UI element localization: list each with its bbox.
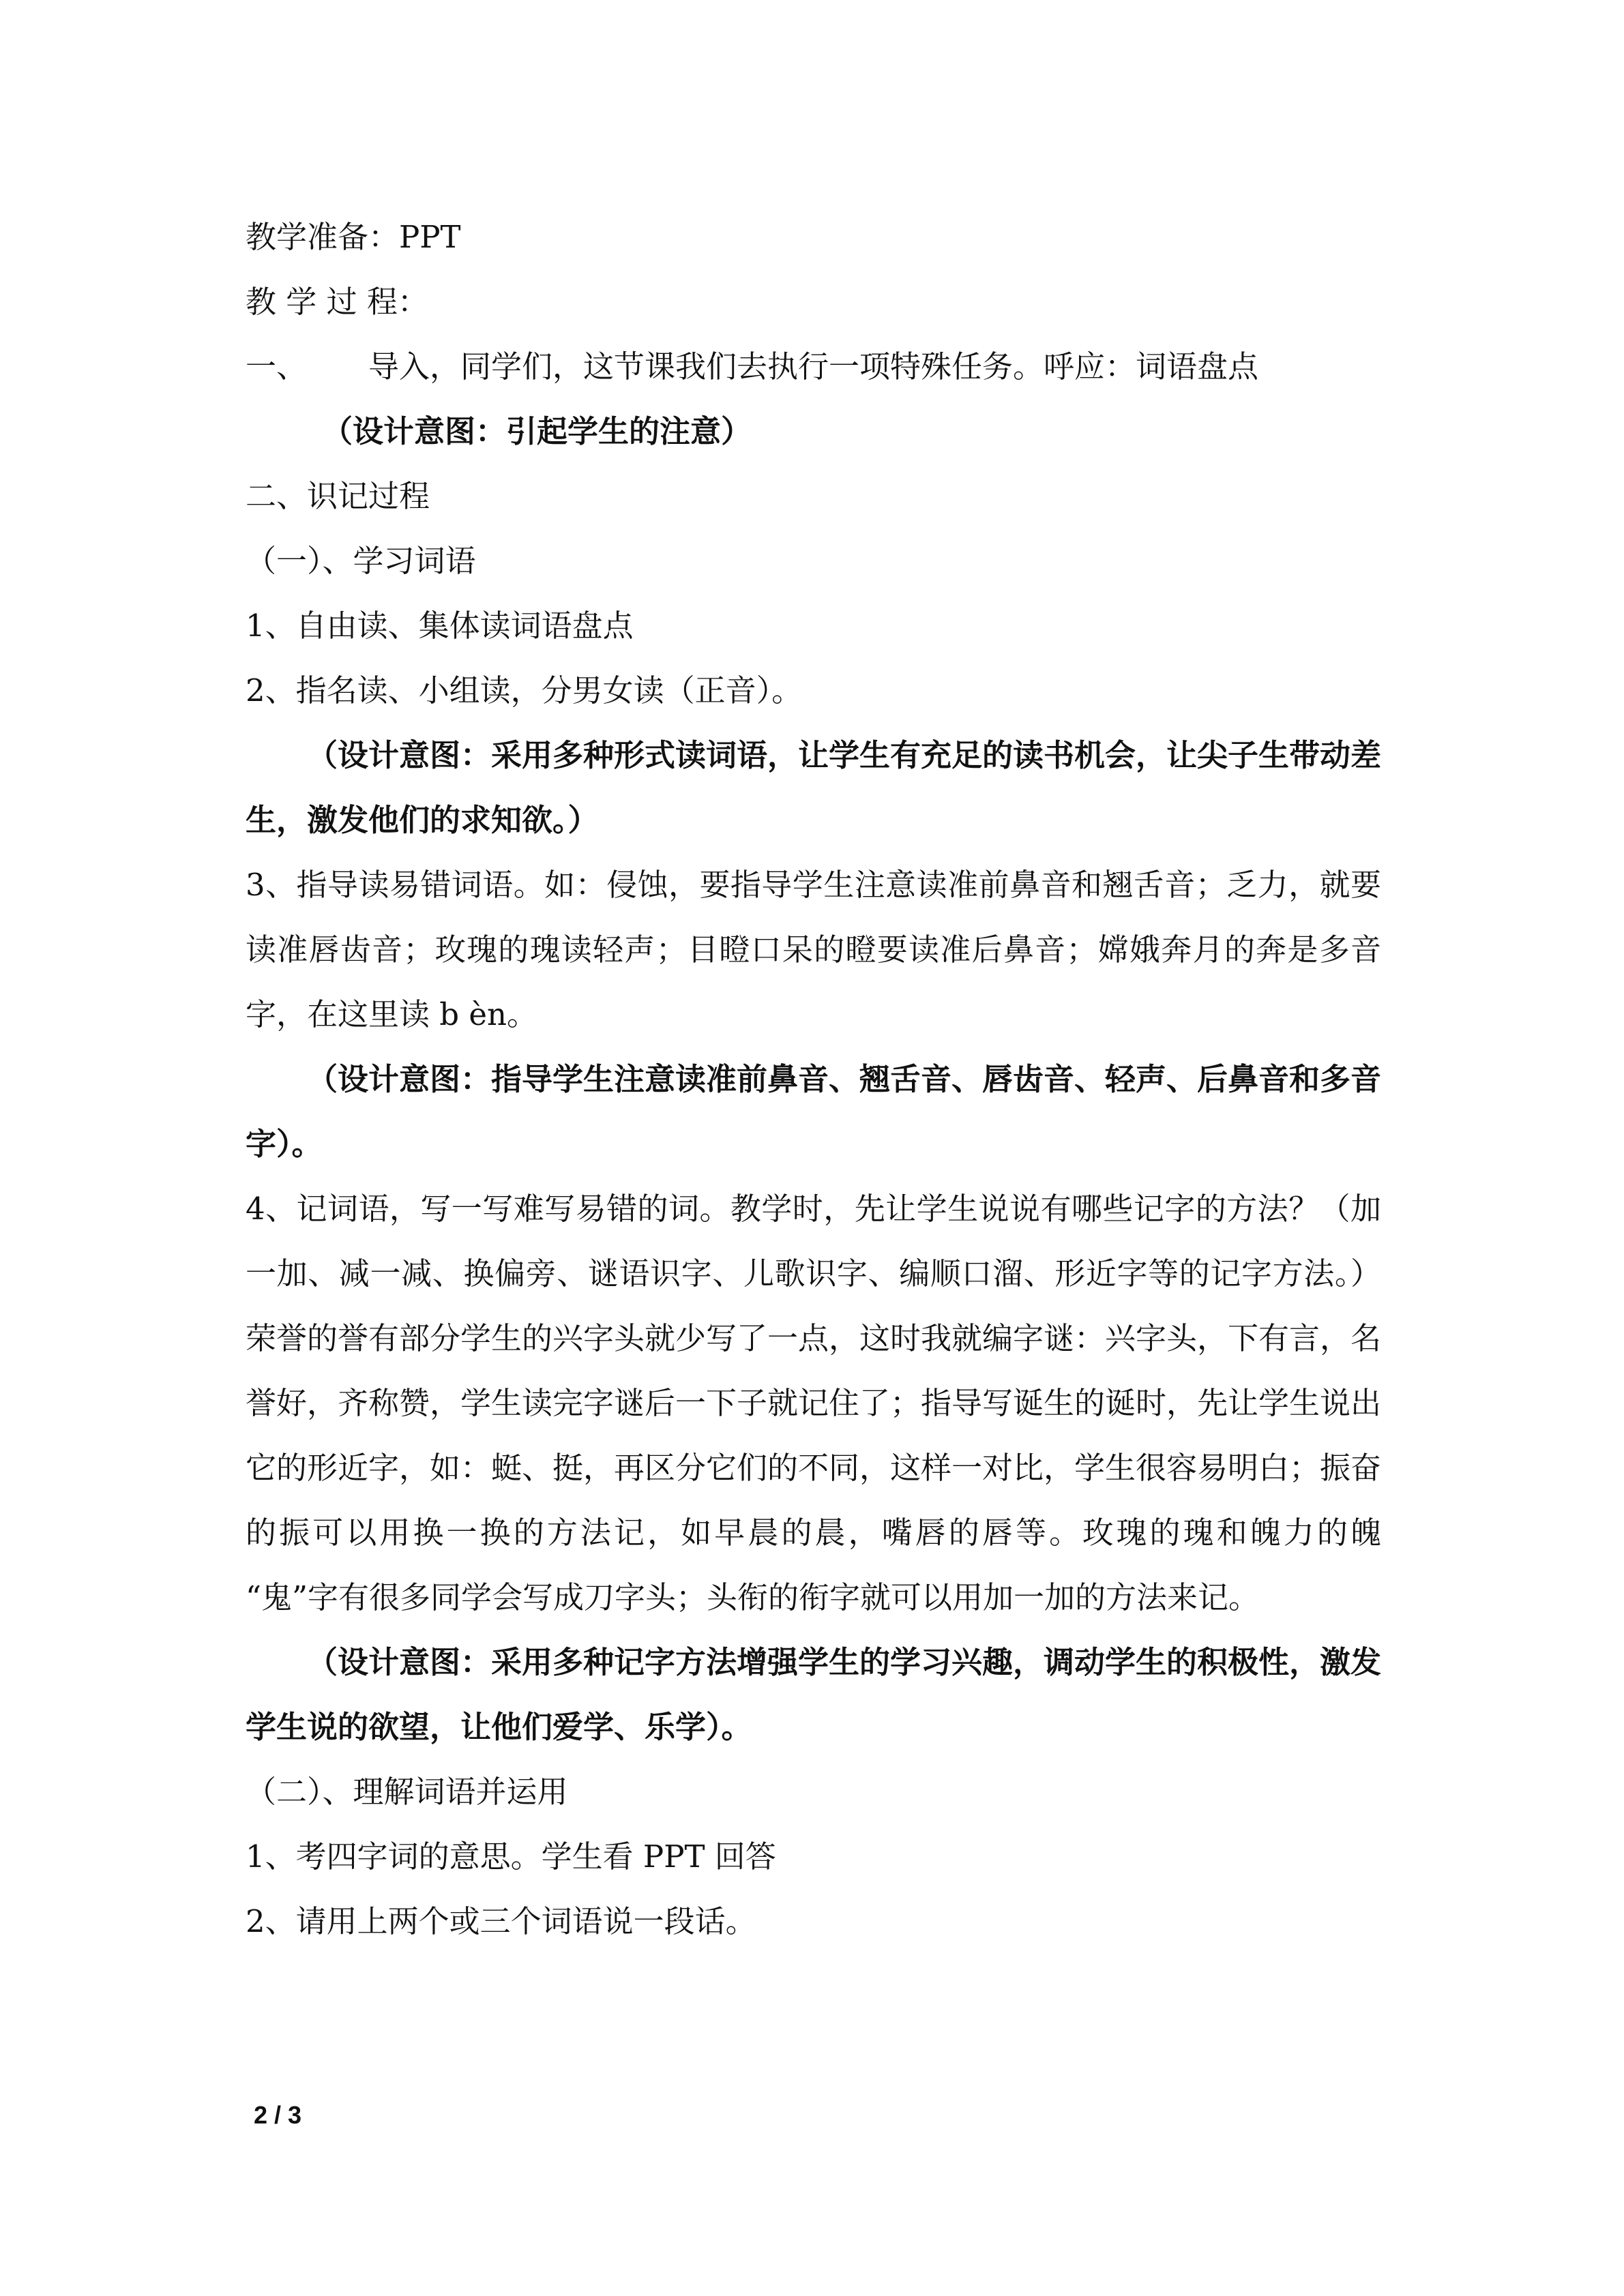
teaching-process-heading: 教 学 过 程：	[246, 284, 428, 320]
list-item-6: 2、请用上两个或三个词语说一段话。	[246, 1903, 756, 1939]
subsection-two-heading: （二）、理解词语并运用	[246, 1774, 568, 1810]
list-item-5: 1、考四字词的意思。学生看 PPT 回答	[246, 1838, 776, 1875]
design-intent-2: （设计意图：采用多种形式读词语，让学生有充足的读书机会，让尖子生带动差生，激发他们的求知欲。）	[246, 737, 1382, 838]
teaching-prep-line: 教学准备：PPT	[246, 219, 461, 255]
list-item-4: 4、记词语，写一写难写易错的词。教学时，先让学生说说有哪些记字的方法？（加一加、减一减、换偏旁、谜语识字、儿歌识字、编顺口溜、形近字等的记字方法。）荣誉的誉有部分学生的兴字头就少写了一点，这时我就编字谜：兴字头，下有言，名誉好，齐称赞，学生读完字谜后一下子就记住了；指导写诞生的诞时，先让学生说出它的形近字，如：蜓、挺，再区分它们的不同，这样一对比，学生很容易明白；振奋的振可以用换一换的方法记，如早晨的晨，嘴唇的唇等。玫瑰的瑰和魄力的魄 “鬼”字有很多同学会写成刀字头；头衔的衔字就可以用加一加的方法来记。	[246, 1191, 1382, 1615]
list-item-2: 2、指名读、小组读，分男女读（正音）。	[246, 672, 803, 709]
step-two-heading: 二、识记过程	[246, 478, 430, 514]
step-one-line	[246, 334, 1381, 399]
step-one-number: 一、	[246, 348, 308, 385]
subsection-one-heading: （一）、学习词语	[246, 543, 476, 579]
page-number: 2 / 3	[254, 2101, 302, 2129]
design-intent-4: （设计意图：采用多种记字方法增强学生的学习兴趣，调动学生的积极性，激发学生说的欲望，让他们爱学、乐学）。	[246, 1644, 1382, 1745]
list-item-1: 1、自由读、集体读词语盘点	[246, 608, 634, 644]
design-intent-3: （设计意图：指导学生注意读准前鼻音、翘舌音、唇齿音、轻声、后鼻音和多音字）。	[246, 1061, 1382, 1162]
document-body	[246, 205, 1381, 1954]
step-one-text: 导入，同学们，这节课我们去执行一项特殊任务。呼应：词语盘点	[368, 348, 1259, 385]
design-intent-1: （设计意图：引起学生的注意）	[322, 413, 752, 449]
list-item-3: 3、指导读易错词语。如：侵蚀，要指导学生注意读准前鼻音和翘舌音；乏力，就要读准唇齿音；玫瑰的瑰读轻声；目瞪口呆的瞪要读准后鼻音；嫦娥奔月的奔是多音字，在这里读 b èn。	[246, 867, 1381, 1032]
